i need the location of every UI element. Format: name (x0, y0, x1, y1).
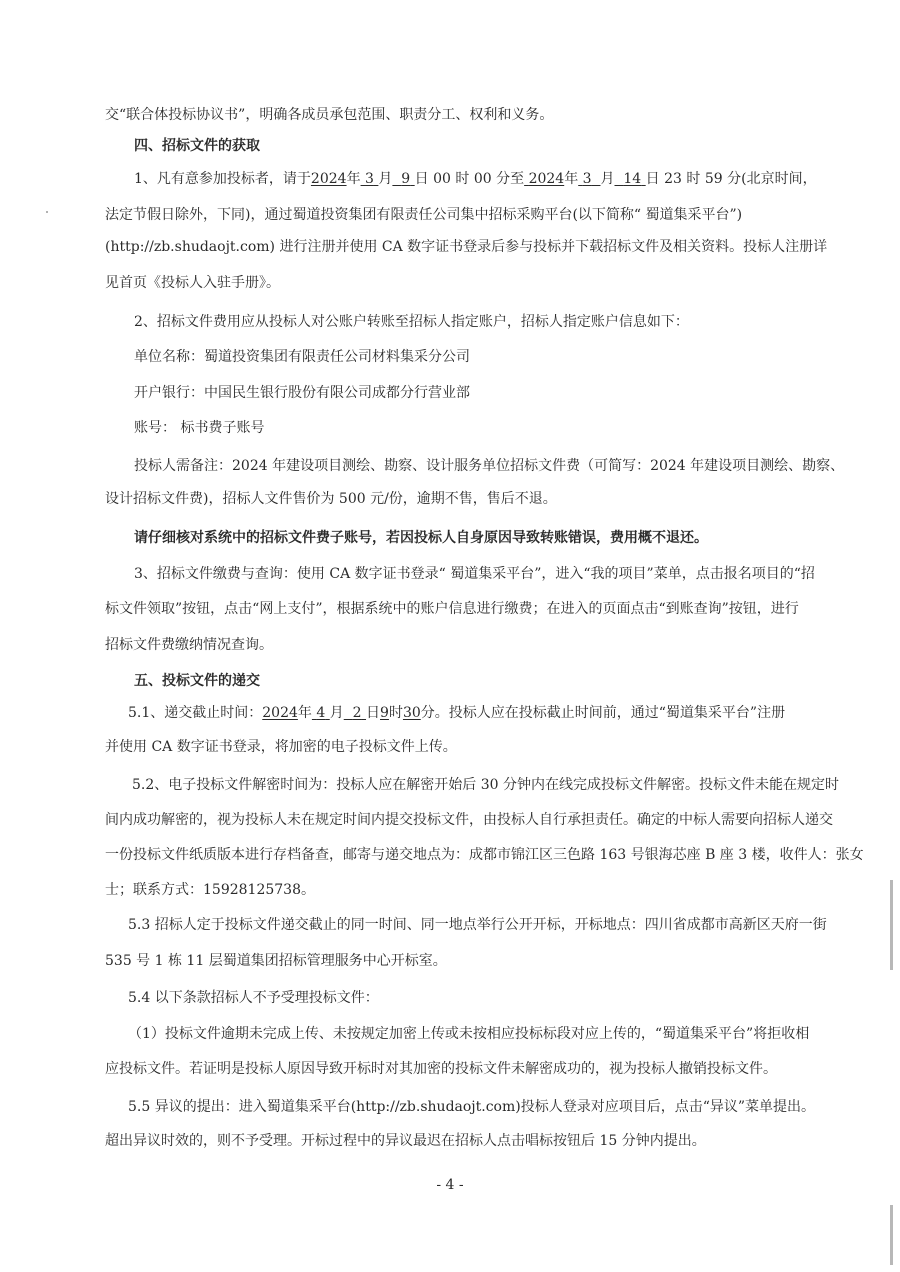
text-line: 标文件领取”按钮，点击“网上支付”，根据系统中的账户信息进行缴费；在进入的页面点击“到账查询”按钮，进行 (105, 601, 799, 617)
text-line: 535 号 1 栋 11 层蜀道集团招标管理服务中心开标室。 (105, 953, 447, 969)
scan-edge-mark (890, 1205, 893, 1265)
text-line: 一份投标文件纸质版本进行存档备查，邮寄与递交地点为：成都市锦江区三色路 163 号银海芯座 B 座 3 楼，收件人：张女 (105, 847, 864, 863)
text-line: 投标人需备注：2024 年建设项目测绘、勘察、设计服务单位招标文件费（可简写：2024 年建设项目测绘、勘察、 (134, 458, 845, 474)
text-line: 超出异议时效的，则不予受理。开标过程中的异议最迟在招标人点击唱标按钮后 15 分钟内提出。 (105, 1133, 706, 1149)
account-number: 账号： 标书费子账号 (134, 420, 265, 436)
text-line: 3、招标文件缴费与查询：使用 CA 数字证书登录“ 蜀道集采平台”，进入“我的项目”菜单，点击报名项目的“招 (134, 566, 815, 582)
text-line: 并使用 CA 数字证书登录，将加密的电子投标文件上传。 (105, 739, 457, 755)
section-heading: 四、招标文件的获取 (134, 138, 260, 154)
text-line: （1）投标文件逾期未完成上传、未按规定加密上传或未按相应投标标段对应上传的，“蜀道集采平台”将拒收相 (128, 1026, 810, 1042)
account-unit-name: 单位名称：蜀道投资集团有限责任公司材料集采分公司 (134, 349, 470, 365)
text-line: 1、凡有意参加投标者，请于2024年 3 月 9 日 00 时 00 分至 2024年 3 月 14 日 23 时 59 分(北京时间， (134, 171, 817, 187)
section-heading: 五、投标文件的递交 (134, 673, 260, 689)
text-line: 士；联系方式：15928125738。 (105, 882, 315, 898)
text-line: 2、招标文件费用应从投标人对公账户转账至招标人指定账户，招标人指定账户信息如下： (134, 314, 689, 330)
text-line: 见首页《投标人入驻手册》。 (105, 275, 280, 291)
text-line: 招标文件费缴纳情况查询。 (105, 637, 273, 653)
scan-speck (46, 211, 48, 213)
text-line: 5.3 招标人定于投标文件递交截止的同一时间、同一地点举行公开开标，开标地点：四川省成都市高新区天府一街 (128, 917, 827, 933)
text-line: 交“联合体投标协议书”，明确各成员承包范围、职责分工、权利和义务。 (105, 107, 554, 123)
page-number: - 4 - (436, 1177, 464, 1193)
account-bank: 开户银行：中国民生银行股份有限公司成都分行营业部 (134, 385, 470, 401)
text-line: 5.4 以下条款招标人不予受理投标文件： (128, 990, 379, 1006)
warning-text: 请仔细核对系统中的招标文件费子账号，若因投标人自身原因导致转账错误，费用概不退还。 (134, 530, 708, 546)
text-line: 间内成功解密的，视为投标人未在规定时间内提交投标文件，由投标人自行承担责任。确定的中标人需要向招标人递交 (105, 812, 833, 828)
text-line: 应投标文件。若证明是投标人原因导致开标时对其加密的投标文件未解密成功的，视为投标人撤销投标文件。 (105, 1061, 777, 1077)
text-line: 设计招标文件费)，招标人文件售价为 500 元/份，逾期不售，售后不退。 (105, 491, 557, 507)
scan-edge-mark (890, 880, 893, 970)
text-line: 5.1、递交截止时间：2024年 4 月 2 日9时30分。投标人应在投标截止时间前，通过“蜀道集采平台”注册 (128, 705, 786, 721)
text-line: 5.5 异议的提出：进入蜀道集采平台(http://zb.shudaojt.com)投标人登录对应项目后，点击“异议”菜单提出。 (128, 1099, 816, 1115)
text-line: (http://zb.shudaojt.com) 进行注册并使用 CA 数字证书登录后参与投标并下载招标文件及相关资料。投标人注册详 (105, 239, 828, 255)
text-line: 法定节假日除外，下同)，通过蜀道投资集团有限责任公司集中招标采购平台(以下简称“ 蜀道集采平台”) (105, 207, 743, 223)
text-line: 5.2、电子投标文件解密时间为：投标人应在解密开始后 30 分钟内在线完成投标文件解密。投标文件未能在规定时 (132, 777, 839, 793)
